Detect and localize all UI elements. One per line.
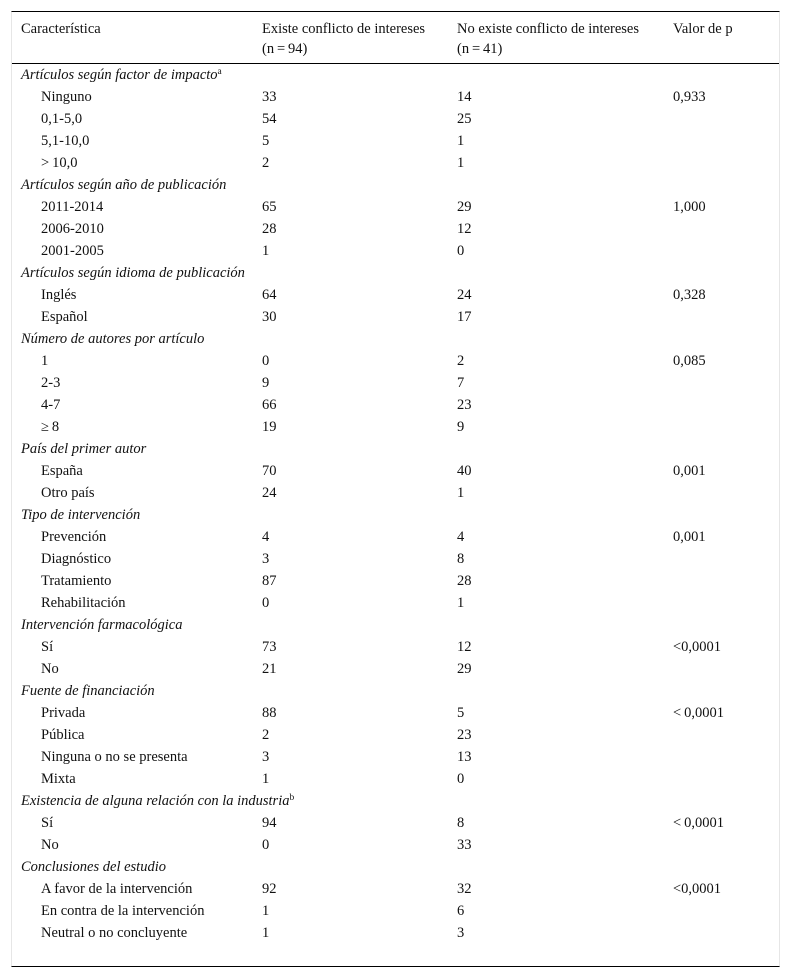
row-label: Neutral o no concluyente (41, 925, 188, 941)
section-row (12, 438, 779, 460)
value-no-existe: 40 (457, 463, 472, 479)
row-label: A favor de la intervención (41, 881, 193, 897)
value-no-existe: 8 (457, 551, 465, 567)
table-row (12, 702, 779, 724)
value-no-existe: 14 (457, 89, 472, 105)
section-title: Conclusiones del estudio (21, 859, 166, 875)
value-no-existe: 1 (457, 595, 465, 611)
section-row (12, 328, 779, 350)
section-row (12, 790, 779, 812)
table-row (12, 86, 779, 108)
value-no-existe: 12 (457, 639, 472, 655)
table-row (12, 526, 779, 548)
row-label: En contra de la intervención (41, 903, 205, 919)
value-no-existe: 23 (457, 397, 472, 413)
table-row (12, 416, 779, 438)
table-row (12, 768, 779, 790)
table-row (12, 152, 779, 174)
data-table (11, 11, 780, 967)
table-row (12, 394, 779, 416)
value-no-existe: 0 (457, 771, 465, 787)
value-no-existe: 33 (457, 837, 472, 853)
section-title: Número de autores por artículo (21, 331, 205, 347)
value-p: <0,0001 (673, 881, 722, 897)
value-existe: 70 (262, 463, 277, 479)
row-label: 5,1-10,0 (41, 133, 90, 149)
value-no-existe: 29 (457, 661, 472, 677)
value-existe: 2 (262, 155, 270, 171)
row-label: 0,1-5,0 (41, 111, 83, 127)
row-label: Sí (41, 815, 54, 831)
table-row (12, 548, 779, 570)
value-p: 0,001 (673, 463, 706, 479)
value-existe: 5 (262, 133, 270, 149)
value-existe: 3 (262, 551, 270, 567)
row-label: Prevención (41, 529, 107, 545)
value-no-existe: 28 (457, 573, 472, 589)
table-row (12, 482, 779, 504)
value-existe: 92 (262, 881, 277, 897)
value-p: 0,085 (673, 353, 706, 369)
header-existe-conflicto: Existe conflicto de intereses (n = 94) (262, 21, 426, 57)
table-row (12, 834, 779, 856)
value-no-existe: 29 (457, 199, 472, 215)
table-row (12, 878, 779, 900)
row-label: Pública (41, 727, 85, 743)
section-title: País del primer autor (21, 441, 147, 457)
value-existe: 1 (262, 243, 270, 259)
row-label: Diagnóstico (41, 551, 112, 567)
value-existe: 24 (262, 485, 277, 501)
value-no-existe: 32 (457, 881, 472, 897)
value-existe: 88 (262, 705, 277, 721)
table-row (12, 350, 779, 372)
value-existe: 65 (262, 199, 277, 215)
value-existe: 28 (262, 221, 277, 237)
value-no-existe: 13 (457, 749, 472, 765)
table-row (12, 746, 779, 768)
value-existe: 0 (262, 837, 270, 853)
value-no-existe: 1 (457, 485, 465, 501)
value-existe: 3 (262, 749, 270, 765)
row-label: No (41, 837, 59, 853)
section-row (12, 64, 779, 86)
value-no-existe: 7 (457, 375, 465, 391)
value-existe: 54 (262, 111, 277, 127)
value-existe: 2 (262, 727, 270, 743)
table-row (12, 240, 779, 262)
value-no-existe: 2 (457, 353, 465, 369)
section-row (12, 174, 779, 196)
value-no-existe: 17 (457, 309, 472, 325)
value-no-existe: 25 (457, 111, 472, 127)
row-label: Inglés (41, 287, 77, 303)
row-label: Sí (41, 639, 54, 655)
value-no-existe: 1 (457, 155, 465, 171)
value-existe: 87 (262, 573, 277, 589)
table-row (12, 108, 779, 130)
header-caracteristica: Característica (21, 21, 101, 37)
row-label: 2-3 (41, 375, 61, 391)
value-existe: 9 (262, 375, 270, 391)
value-existe: 1 (262, 903, 270, 919)
table-row (12, 306, 779, 328)
table-row (12, 900, 779, 922)
value-existe: 0 (262, 353, 270, 369)
table-header (12, 12, 779, 64)
value-p: 0,001 (673, 529, 706, 545)
table-row (12, 372, 779, 394)
table-row (12, 724, 779, 746)
section-title: Existencia de alguna relación con la industria$^b$ (21, 793, 295, 809)
row-label: Ninguna o no se presenta (41, 749, 188, 765)
value-p: 0,328 (673, 287, 706, 303)
section-title: Artículos según año de publicación (21, 177, 227, 193)
value-p: <0,0001 (673, 639, 722, 655)
section-title: Intervención farmacológica (21, 617, 183, 633)
value-p: < 0,0001 (673, 815, 724, 831)
row-label: Otro país (41, 485, 95, 501)
section-row (12, 856, 779, 878)
value-existe: 21 (262, 661, 277, 677)
footnote-marker: a (217, 67, 222, 77)
row-label: Privada (41, 705, 86, 721)
table-body (12, 64, 779, 944)
table-row (12, 922, 779, 944)
table-row (12, 460, 779, 482)
value-no-existe: 6 (457, 903, 465, 919)
section-title: Artículos según factor de impacto$^a$ (21, 67, 222, 83)
value-existe: 94 (262, 815, 277, 831)
header-valor-p: Valor de p (673, 21, 733, 37)
value-no-existe: 23 (457, 727, 472, 743)
value-no-existe: 8 (457, 815, 465, 831)
table-row (12, 812, 779, 834)
value-no-existe: 24 (457, 287, 472, 303)
value-existe: 0 (262, 595, 270, 611)
section-row (12, 262, 779, 284)
value-existe: 64 (262, 287, 277, 303)
table-row (12, 658, 779, 680)
row-label: Rehabilitación (41, 595, 126, 611)
row-label: Tratamiento (41, 573, 112, 589)
section-title: Fuente de financiación (21, 683, 155, 699)
section-title: Artículos según idioma de publicación (21, 265, 245, 281)
table-row (12, 570, 779, 592)
value-existe: 19 (262, 419, 277, 435)
value-p: 1,000 (673, 199, 706, 215)
row-label: 2006-2010 (41, 221, 104, 237)
value-existe: 4 (262, 529, 270, 545)
row-label: Mixta (41, 771, 76, 787)
section-row (12, 614, 779, 636)
footnote-marker: b (289, 793, 295, 803)
section-row (12, 680, 779, 702)
row-label: ≥ 8 (41, 419, 60, 435)
value-no-existe: 1 (457, 133, 465, 149)
row-label: 4-7 (41, 397, 61, 413)
row-label: Ninguno (41, 89, 92, 105)
table-row (12, 196, 779, 218)
value-no-existe: 5 (457, 705, 465, 721)
value-no-existe: 12 (457, 221, 472, 237)
value-existe: 1 (262, 925, 270, 941)
value-no-existe: 3 (457, 925, 465, 941)
table-row (12, 592, 779, 614)
value-existe: 30 (262, 309, 277, 325)
row-label: 2001-2005 (41, 243, 104, 259)
row-label: España (41, 463, 83, 479)
header-no-existe-conflicto: No existe conflicto de intereses (n = 41) (457, 21, 639, 57)
row-label: No (41, 661, 59, 677)
row-label: 1 (41, 353, 49, 369)
value-no-existe: 9 (457, 419, 465, 435)
value-no-existe: 4 (457, 529, 465, 545)
table-row (12, 130, 779, 152)
section-title: Tipo de intervención (21, 507, 141, 523)
value-existe: 1 (262, 771, 270, 787)
table-row (12, 284, 779, 306)
table-row (12, 218, 779, 240)
value-existe: 33 (262, 89, 277, 105)
row-label: 2011-2014 (41, 199, 104, 215)
value-existe: 73 (262, 639, 277, 655)
value-p: 0,933 (673, 89, 706, 105)
table-row (12, 636, 779, 658)
value-no-existe: 0 (457, 243, 465, 259)
value-p: < 0,0001 (673, 705, 724, 721)
row-label: Español (41, 309, 88, 325)
row-label: > 10,0 (41, 155, 78, 171)
section-row (12, 504, 779, 526)
value-existe: 66 (262, 397, 277, 413)
